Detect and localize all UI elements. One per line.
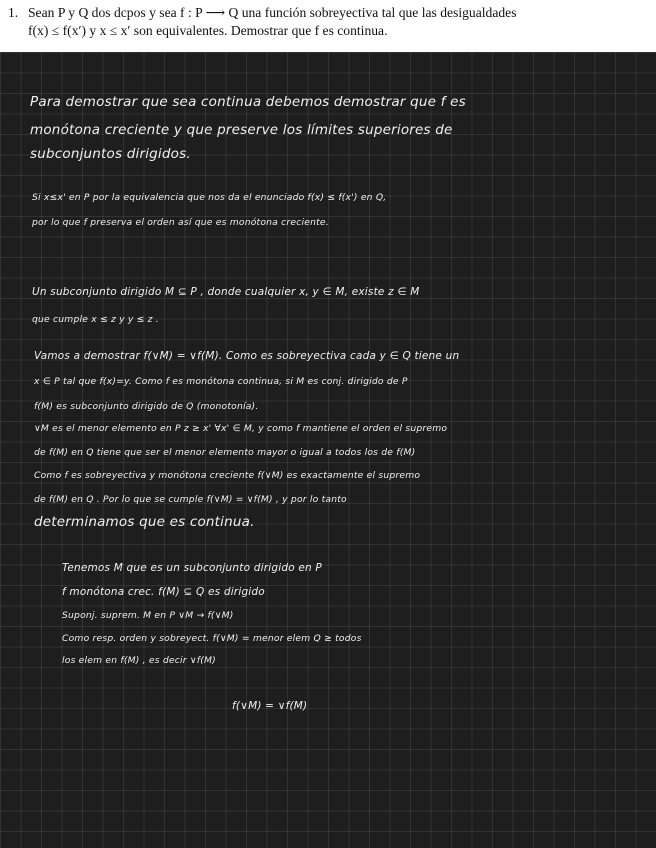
note-p4-line-8: determinamos que es continua. (34, 514, 255, 530)
note-p1-line-3: subconjuntos dirigidos. (30, 146, 191, 162)
note-p4-line-1: Vamos a demostrar f(∨M) = ∨f(M). Como es sobreyectiva cada y ∈ Q tiene un (34, 350, 460, 362)
note-p2-line-2: por lo que f preserva el orden así que es monótona creciente. (32, 217, 329, 228)
note-p4-line-6: Como f es sobreyectiva y monótona creciente f(∨M) es exactamente el supremo (34, 470, 421, 481)
chalkboard-notes (0, 52, 656, 848)
note-p4-line-3: f(M) es subconjunto dirigido de Q (monotonía). (34, 401, 259, 412)
summary-line-5: los elem en f(M) , es decir ∨f(M) (62, 655, 216, 666)
problem-text-line-2: f(x) ≤ f(x′) y x ≤ x′ son equivalentes. Demostrar que f es continua. (28, 23, 388, 38)
summary-line-4: Como resp. orden y sobreyect. f(∨M) = menor elem Q ≥ todos (62, 633, 362, 644)
note-p1-line-1: Para demostrar que sea continua debemos demostrar que f es (30, 94, 466, 110)
summary-line-2: f monótona crec. f(M) ⊆ Q es dirigido (62, 586, 265, 598)
problem-text-line-1: Sean P y Q dos dcpos y sea f : P ⟶ Q una función sobreyectiva tal que las desigualdades (28, 5, 517, 20)
note-p4-line-2: x ∈ P tal que f(x)=y. Como f es monótona continua, si M es conj. dirigido de P (34, 376, 408, 387)
problem-number: 1. (8, 5, 19, 20)
note-p3-line-1: Un subconjunto dirigido M ⊆ P , donde cualquier x, y ∈ M, existe z ∈ M (32, 286, 420, 298)
note-p4-line-5: de f(M) en Q tiene que ser el menor elemento mayor o igual a todos los de f(M) (34, 447, 416, 458)
note-p4-line-4: ∨M es el menor elemento en P z ≥ x' ∀x' ∈ M, y como f mantiene el orden el supremo (34, 423, 448, 434)
note-p2-line-1: Si x≤x' en P por la equivalencia que nos da el enunciado f(x) ≤ f(x') en Q, (32, 192, 387, 203)
final-formula: f(∨M) = ∨f(M) (232, 700, 308, 712)
note-p3-line-2: que cumple x ≤ z y y ≤ z . (32, 314, 159, 325)
summary-line-1: Tenemos M que es un subconjunto dirigido en P (62, 562, 322, 574)
problem-statement (0, 0, 656, 52)
summary-line-3: Suponj. suprem. M en P ∨M → f(∨M) (62, 610, 234, 621)
note-p4-line-7: de f(M) en Q . Por lo que se cumple f(∨M) = ∨f(M) , y por lo tanto (34, 494, 347, 505)
note-p1-line-2: monótona creciente y que preserve los límites superiores de (30, 122, 453, 138)
